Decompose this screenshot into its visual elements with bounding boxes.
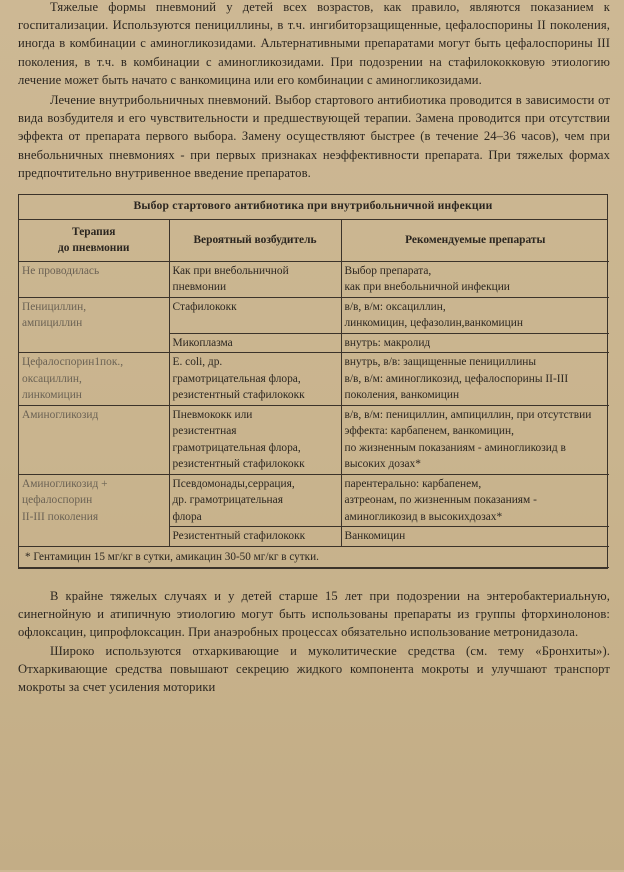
cell-therapy: Аминогликозид + цефалоспорин II-III поколения bbox=[19, 474, 169, 546]
cell-pathogen: Стафилококк bbox=[169, 297, 341, 333]
header-pathogen: Вероятный возбудитель bbox=[169, 220, 341, 262]
header-recommended: Рекомендуемые препараты bbox=[341, 220, 609, 262]
antibiotic-table bbox=[18, 194, 608, 569]
cell-pathogen: Микоплазма bbox=[169, 333, 341, 353]
cell-drugs: внутрь, в/в: защищенные пенициллины в/в, в/м: аминогликозид, цефалоспорины II-III поколения, ванкомицин bbox=[341, 353, 609, 406]
table-row bbox=[19, 261, 609, 297]
table-row bbox=[19, 405, 609, 474]
cell-therapy: Аминогликозид bbox=[19, 405, 169, 474]
cell-pathogen: Как при внебольничной пневмонии bbox=[169, 261, 341, 297]
cell-drugs: в/в, в/м: оксациллин, линкомицин, цефазолин,ванкомицин bbox=[341, 297, 609, 333]
header-prior-therapy: Терапия до пневмонии bbox=[19, 220, 169, 262]
cell-pathogen: E. coli, др. грамотрицательная флора, резистентный стафилококк bbox=[169, 353, 341, 406]
antibiotic-table-grid bbox=[19, 220, 609, 569]
paragraph-hospital-pneumonia: Лечение внутрибольничных пневмоний. Выбор стартового антибиотика проводится в зависимости от вида возбудителя и его чувствительности и предшествующей терапии. Замена проводится при отсутствии эффекта от препарата первого выбора. Замену осуществляют быстрее (в течение 24–36 часов), чем при внебольничных пневмониях - при первых признаках неэффективности препарата. При тяжелых формах предпочтительно внутривенное введение препаратов. bbox=[18, 93, 610, 180]
cell-pathogen: Пневмококк или резистентная грамотрицательная флора, резистентный стафилококк bbox=[169, 405, 341, 474]
cell-therapy: Пенициллин, ампициллин bbox=[19, 297, 169, 353]
table-row bbox=[19, 474, 609, 527]
cell-therapy: Цефалоспорин1пок., оксациллин, линкомицин bbox=[19, 353, 169, 406]
table-footnote-row bbox=[19, 546, 609, 568]
cell-therapy: Не проводилась bbox=[19, 261, 169, 297]
paragraph-fluoroquinolones: В крайне тяжелых случаях и у детей старше 15 лет при подозрении на энтеробактериальную, синегнойную и атипичную этиологию могут быть использованы препараты из группы фторхинолонов: офлоксацин, ципрофлоксацин. При анаэробных процессах обязательно использование метронидазола. bbox=[18, 589, 610, 640]
cell-drugs: Выбор препарата, как при внебольничной инфекции bbox=[341, 261, 609, 297]
cell-drugs: в/в, в/м: пенициллин, ампициллин, при отсутствии эффекта: карбапенем, ванкомицин, по жизненным показаниям - аминогликозид в высоких дозах* bbox=[341, 405, 609, 474]
table-header-row bbox=[19, 220, 609, 262]
table-row bbox=[19, 297, 609, 333]
cell-drugs: внутрь: макролид bbox=[341, 333, 609, 353]
cell-pathogen: Псевдомонады,серрация, др. грамотрицательная флора bbox=[169, 474, 341, 527]
cell-pathogen: Резистентный стафилококк bbox=[169, 527, 341, 547]
paragraph-expectorants: Широко используются отхаркивающие и муколитические средства (см. тему «Бронхиты»). Отхаркивающие средства повышают секрецию жидкого компонента мокроты и улучшают транспорт мокроты за счет усиления моторики bbox=[18, 643, 610, 695]
cell-drugs: Ванкомицин bbox=[341, 527, 609, 547]
cell-drugs: парентерально: карбапенем, азтреонам, по жизненным показаниям - аминогликозид в высокихдозах* bbox=[341, 474, 609, 527]
table-row bbox=[19, 353, 609, 406]
table-footnote: * Гентамицин 15 мг/кг в сутки, амикацин 30-50 мг/кг в сутки. bbox=[19, 546, 609, 568]
paragraph-severe-forms: Тяжелые формы пневмоний у детей всех возрастов, как правило, являются показанием к госпитализации. Используются пенициллины, в т.ч. ингибиторзащищенные, цефалоспорины II поколения, иногда в комбинации с аминогликозидами. Альтернативными препаратами могут быть цефалоспорины III поколения, в т.ч. в комбинации с аминогликозидами. При подозрении на стафилококковую этиологию лечение может быть начато с ванкомицина или его комбинации с аминогликозидами. bbox=[18, 0, 610, 87]
table-title: Выбор стартового антибиотика при внутрибольничной инфекции bbox=[19, 195, 607, 220]
